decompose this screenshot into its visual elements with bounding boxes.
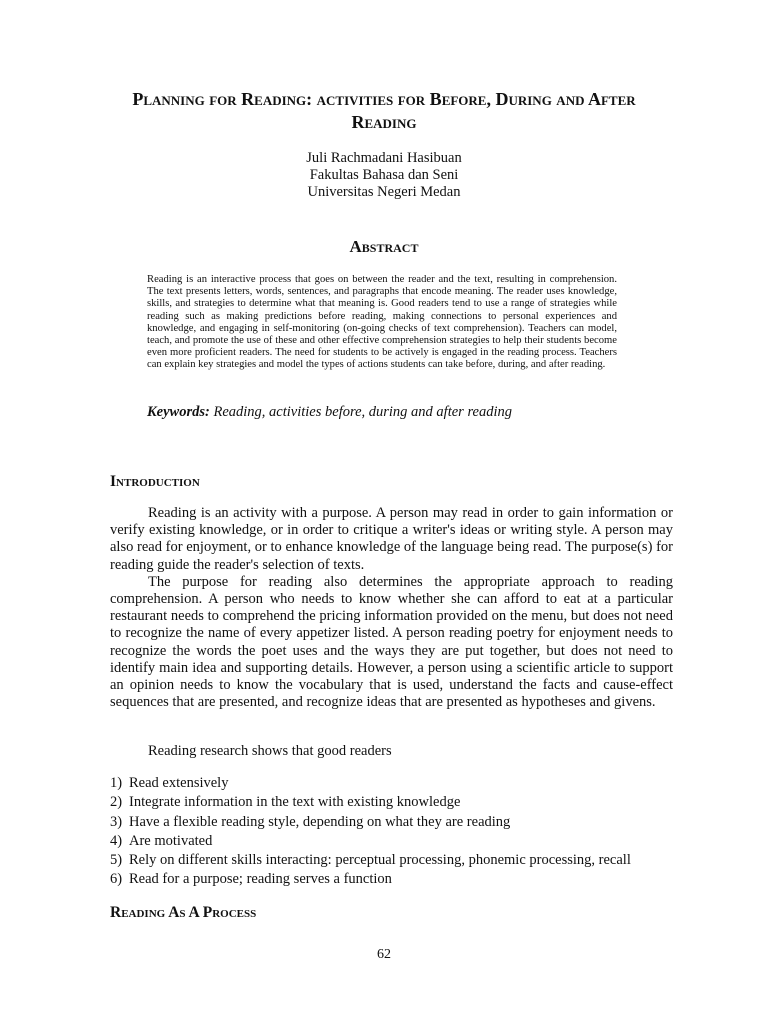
author-block bbox=[110, 150, 658, 201]
list-item-text: Read extensively bbox=[129, 775, 229, 791]
list-item-number: 2) bbox=[110, 794, 123, 811]
intro-paragraph: The purpose for reading also determines the appropriate approach to reading comprehension. A person who needs to know whether she can afford to eat at a particular restaurant needs to comprehend the pricing information provided on the menu, but does not need to recognize the name of every appetizer listed. A person reading poetry for enjoyment needs to recognize the words the poet uses and the ways they are put together, but does not need to identify main idea and supporting details. However, a person using a scientific article to support an opinion needs to know the vocabulary that is used, understand the facts and cause-effect sequences that are presented, and recognize ideas that are presented as hypotheses and givens. bbox=[110, 573, 673, 711]
list-item-number: 1) bbox=[110, 775, 123, 791]
author-university: Universitas Negeri Medan bbox=[307, 184, 461, 200]
list-item bbox=[110, 851, 680, 870]
introduction-body bbox=[110, 505, 673, 711]
list-item-number: 4) bbox=[110, 832, 123, 849]
list-item-text: Rely on different skills interacting: perceptual processing, phonemic processing, recall bbox=[129, 852, 631, 869]
list-item-number: 5) bbox=[110, 852, 123, 869]
list-item bbox=[110, 813, 680, 832]
list-item bbox=[110, 870, 680, 889]
paper-title: Planning for Reading: activities for Before, During and After Reading bbox=[132, 89, 636, 132]
list-item-number: 3) bbox=[110, 813, 123, 830]
list-item-number: 6) bbox=[110, 871, 123, 888]
list-item bbox=[110, 774, 680, 793]
list-item-text: Have a flexible reading style, depending on what they are reading bbox=[129, 813, 511, 830]
list-item-text: Are motivated bbox=[129, 832, 213, 849]
reading-process-heading: Reading As A Process bbox=[110, 904, 257, 921]
introduction-heading: Introduction bbox=[110, 473, 200, 490]
list-item bbox=[110, 793, 680, 812]
keywords-label: Keywords: bbox=[147, 404, 210, 420]
keywords-line bbox=[147, 404, 627, 421]
list-item bbox=[110, 832, 680, 851]
abstract-heading: Abstract bbox=[349, 237, 419, 256]
intro-paragraph: Reading is an activity with a purpose. A person may read in order to gain information or verify existing knowledge, or in order to critique a writer's ideas or writing style. A person may also read for enjoyment, or to enhance knowledge of the language being read. The purpose(s) for reading guide the reader's selection of texts. bbox=[110, 505, 673, 573]
author-name: Juli Rachmadani Hasibuan bbox=[306, 150, 462, 166]
author-faculty: Fakultas Bahasa dan Seni bbox=[309, 167, 459, 183]
keywords-text: Reading, activities before, during and after reading bbox=[213, 404, 513, 420]
abstract-body: Reading is an interactive process that goes on between the reader and the text, resulting in comprehension. The text presents letters, words, sentences, and paragraphs that encode meaning. The reader uses knowledge, skills, and strategies to determine what that meaning is. Good readers tend to use a range of strategies while reading such as making predictions before reading, making connections to personal experiences and knowledge, and engaging in self-monitoring (on-going checks of text comprehension). Teachers can model, teach, and promote the use of these and other effective comprehension strategies to help their students become even more proficient readers. The need for students to be actively is engaged in the reading process. Teachers can explain key strategies and model the types of actions students can take before, during, and after reading. bbox=[147, 274, 617, 371]
list-lead-sentence: Reading research shows that good readers bbox=[148, 743, 392, 759]
page-number: 62 bbox=[377, 947, 391, 962]
list-item-text: Integrate information in the text with existing knowledge bbox=[129, 794, 461, 811]
good-readers-list bbox=[110, 774, 680, 890]
list-item-text: Read for a purpose; reading serves a function bbox=[129, 871, 392, 888]
